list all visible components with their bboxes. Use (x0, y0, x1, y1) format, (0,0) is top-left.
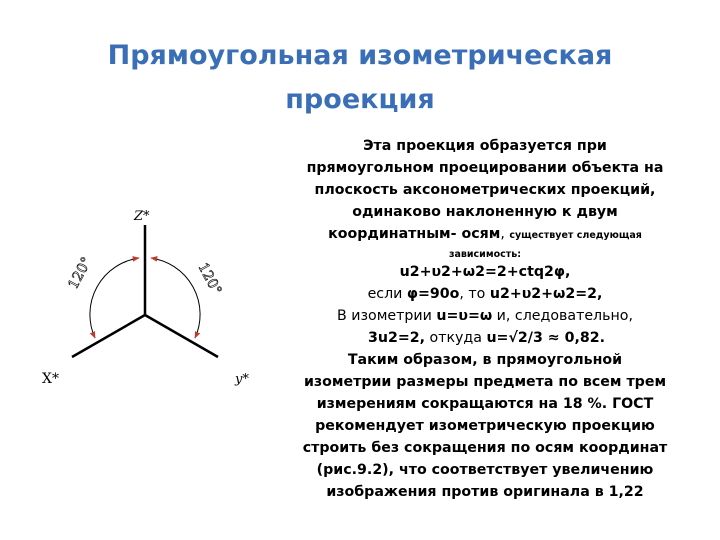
result-line: 3u2=2, откуда u=√2/3 ≈ 0,82. (368, 330, 605, 346)
p1-line-b: прямоугольном проецировании объекта на (306, 160, 664, 176)
isometric-axes-diagram (42, 190, 310, 400)
axis-z-label: Z* (134, 209, 150, 224)
p1-line-c: плоскость аксонометрических проекций, (314, 182, 656, 198)
arc-right (151, 258, 200, 338)
p1-line-e: координатным- осям, существует следующая (328, 226, 642, 242)
arc-left (90, 258, 139, 338)
axis-y-line (145, 315, 218, 357)
p2-line-a: Таким образом, в прямоугольной (347, 352, 623, 368)
title-line-2: проекция (285, 84, 435, 115)
formula-line: u2+υ2+ω2=2+ctq2φ, (399, 264, 571, 280)
p2-line-g: изображения против оригинала в 1,22 (326, 484, 644, 500)
angle-left-label: 120° (65, 254, 96, 292)
condition-line: если φ=90о, то u2+υ2+ω2=2, (367, 286, 603, 302)
p2-line-d: рекомендует изометрическую проекцию (315, 418, 655, 434)
p2-line-e: строить без сокращения по осям координат (302, 440, 668, 456)
description-text (300, 135, 670, 503)
p2-line-b: изометрии размеры предмета по всем трем (303, 374, 667, 390)
p2-line-f: (рис.9.2), что соответствует увеличению (316, 462, 654, 478)
title-line-1: Прямоугольная изометрическая (107, 40, 613, 71)
angle-right-label: 120° (194, 260, 225, 298)
axis-x-line (72, 315, 145, 357)
p2-line-c: измерениям сокращаются на 18 %. ГОСТ (316, 396, 654, 412)
isometry-line: В изометрии u=υ=ω и, следовательно, (337, 308, 633, 324)
page-title (60, 34, 660, 122)
p1-line-d: одинаково наклоненную к двум (352, 204, 618, 220)
axis-x-label: X* (42, 371, 59, 387)
axis-y-label: y* (235, 372, 249, 387)
p1-line-a: Эта проекция образуется при (363, 138, 607, 154)
p1-line-g: зависимость: (448, 249, 522, 260)
